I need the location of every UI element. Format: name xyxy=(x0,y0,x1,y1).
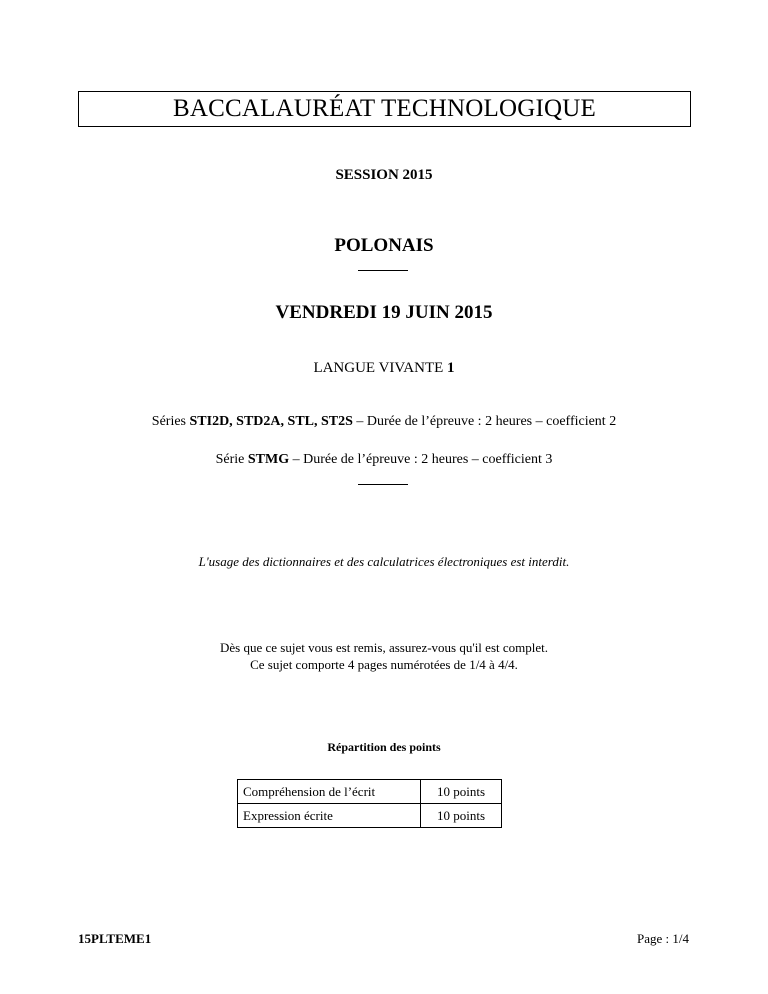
usage-rule-note: L'usage des dictionnaires et des calculatrices électroniques est interdit. xyxy=(198,554,570,569)
completeness-notice: Dès que ce sujet vous est remis, assurez-vous qu'il est complet. xyxy=(220,640,548,655)
points-label: Compréhension de l’écrit xyxy=(238,780,421,804)
series-line xyxy=(0,414,768,430)
exam-title-box xyxy=(78,91,691,127)
repartition-title: Répartition des points xyxy=(327,740,441,754)
langue-number: 1 xyxy=(447,360,455,376)
session-label: SESSION 2015 xyxy=(335,167,433,183)
table-row xyxy=(238,804,502,828)
points-value: 10 points xyxy=(421,804,502,828)
series-prefix: Séries xyxy=(151,414,190,429)
subject-title: POLONAIS xyxy=(334,235,434,256)
points-table xyxy=(237,779,502,828)
langue-prefix: LANGUE VIVANTE xyxy=(313,360,448,376)
exam-title: BACCALAURÉAT TECHNOLOGIQUE xyxy=(172,95,597,122)
series-details: – Durée de l’épreuve : 2 heures – coefficient 2 xyxy=(352,414,617,429)
series-details: – Durée de l’épreuve : 2 heures – coefficient 3 xyxy=(289,452,553,467)
exam-date: VENDREDI 19 JUIN 2015 xyxy=(275,302,493,323)
divider-rule xyxy=(358,484,408,485)
series-prefix: Série xyxy=(215,452,248,467)
langue-line xyxy=(0,360,768,377)
page-number: Page : 1/4 xyxy=(637,931,689,946)
page-count-notice: Ce sujet comporte 4 pages numérotées de 1/4 à 4/4. xyxy=(250,657,518,672)
table-row xyxy=(238,780,502,804)
subject-code: 15PLTEME1 xyxy=(78,931,152,946)
points-label: Expression écrite xyxy=(238,804,421,828)
series-codes: STMG xyxy=(247,452,290,467)
series-codes: STI2D, STD2A, STL, ST2S xyxy=(189,414,353,429)
points-value: 10 points xyxy=(421,780,502,804)
series-line xyxy=(0,452,768,468)
divider-rule xyxy=(358,270,408,271)
